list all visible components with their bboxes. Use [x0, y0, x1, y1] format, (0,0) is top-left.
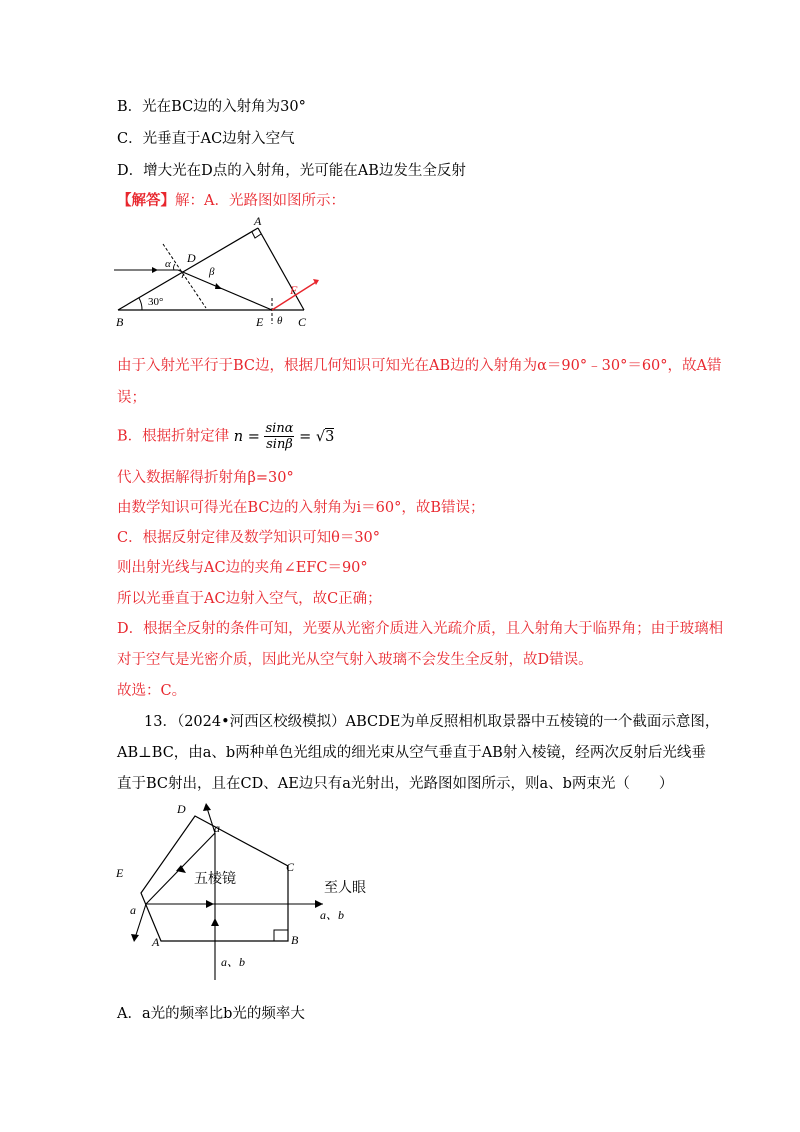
vertex-a-2: A	[152, 935, 160, 949]
answer-label: 【解答】	[117, 192, 175, 209]
right-angle-mark-a	[252, 232, 261, 238]
exit-arrow-left	[131, 934, 139, 942]
prism-label: 五棱镜	[194, 872, 236, 887]
label-ab-right: a、b	[320, 908, 345, 922]
formula-sqrt	[316, 428, 334, 445]
option-c: C．光垂直于AC边射入空气	[117, 131, 295, 147]
answer-line-4: 代入数据解得折射角β=30°	[117, 470, 294, 486]
answer-line-2: 误；	[117, 390, 146, 406]
refracted-arrow	[215, 283, 222, 289]
formula-n: n	[233, 428, 244, 445]
answer-line-5: 由数学知识可得光在BC边的入射角为i＝60°，故B错误；	[117, 500, 485, 516]
answer-line-11: 故选：C。	[117, 683, 187, 699]
horizontal-arrow-1	[206, 900, 214, 908]
label-a-top: a	[214, 821, 220, 835]
vertex-e-2: E	[116, 866, 124, 880]
point-f: F	[290, 283, 298, 297]
refraction-law-text: B．根据折射定律	[117, 428, 230, 445]
formula-den: sinβ	[266, 437, 293, 452]
answer-line-10: 对于空气是光密介质，因此光从空气射入玻璃不会发生全反射，故D错误。	[117, 652, 593, 668]
answer-line-3	[117, 421, 334, 452]
sqrt-value: 3	[325, 428, 335, 445]
answer-line-6: C．根据反射定律及数学知识可知θ＝30°	[117, 530, 381, 546]
q13-line-2: AB⊥BC，由a、b两种单色光组成的细光束从空气垂直于AB射入棱镜，经两次反射后光线垂	[117, 745, 706, 761]
answer-intro: 解：A．光路图如图所示：	[175, 193, 345, 209]
q13-line-1: 13．（2024•河西区校级模拟）ABCDE为单反照相机取景器中五棱镜的一个截面示意图，	[144, 714, 720, 730]
answer-line-9: D．根据全反射的条件可知，光要从光密介质进入光疏介质，且入射角大于临界角；由于玻璃相	[117, 621, 724, 637]
angle-alpha: α	[165, 258, 171, 270]
answer-line-7: 则出射光线与AC边的夹角∠EFC＝90°	[117, 560, 368, 576]
exit-arrow-top	[203, 803, 211, 811]
exit-ray-a-left	[135, 904, 146, 938]
formula-eq: =	[247, 428, 260, 445]
vertex-b: B	[116, 315, 124, 329]
figure-2-pentaprism	[108, 798, 378, 988]
answer-heading	[117, 191, 345, 211]
formula-fraction	[264, 421, 294, 452]
formula-num: sinα	[265, 421, 294, 436]
normal-at-d	[163, 244, 206, 308]
label-a-left: a	[130, 903, 136, 917]
angle-alpha-arc	[174, 264, 175, 270]
angle-theta: θ	[277, 315, 283, 327]
angle-30: 30°	[148, 296, 164, 308]
angle-beta-arc	[182, 274, 184, 278]
triangle-side-ac	[258, 228, 304, 310]
vertex-b-2: B	[291, 933, 299, 947]
vertex-d-2: D	[177, 802, 186, 816]
horizontal-arrow-2	[315, 900, 323, 908]
angle-beta: β	[209, 266, 215, 278]
angle-30-arc	[139, 298, 142, 310]
q13-option-a: A．a光的频率比b光的频率大	[117, 1006, 305, 1022]
q13-line-3: 直于BC射出，且在CD、AE边只有a光射出，光路图如图所示，则a、b两束光（ ）	[117, 776, 674, 792]
label-ab-bottom: a、b	[221, 955, 246, 969]
option-b: B．光在BC边的入射角为30°	[117, 99, 306, 115]
vertex-d: D	[187, 251, 196, 265]
vertex-c: C	[298, 315, 307, 329]
triangle-side-ab	[118, 228, 258, 310]
vertex-c-2: C	[286, 860, 295, 874]
figure-1-light-path	[108, 212, 328, 330]
option-d: D．增大光在D点的入射角，光可能在AB边发生全反射	[117, 163, 466, 179]
right-angle-mark-b	[274, 930, 288, 941]
incident-arrow	[152, 267, 158, 273]
refracted-ray	[178, 270, 272, 310]
formula-eq2: =	[299, 428, 312, 445]
sqrt-sign: √	[315, 428, 326, 445]
vertex-a: A	[254, 214, 262, 228]
vertex-e: E	[256, 315, 264, 329]
answer-line-1: 由于入射光平行于BC边，根据几何知识可知光在AB边的入射角为α＝90°﹣30°＝60°，故A错	[117, 358, 722, 374]
answer-line-8: 所以光垂直于AC边射入空气，故C正确；	[117, 591, 382, 607]
eye-label: 至人眼	[324, 881, 366, 896]
incoming-arrow	[211, 918, 219, 926]
